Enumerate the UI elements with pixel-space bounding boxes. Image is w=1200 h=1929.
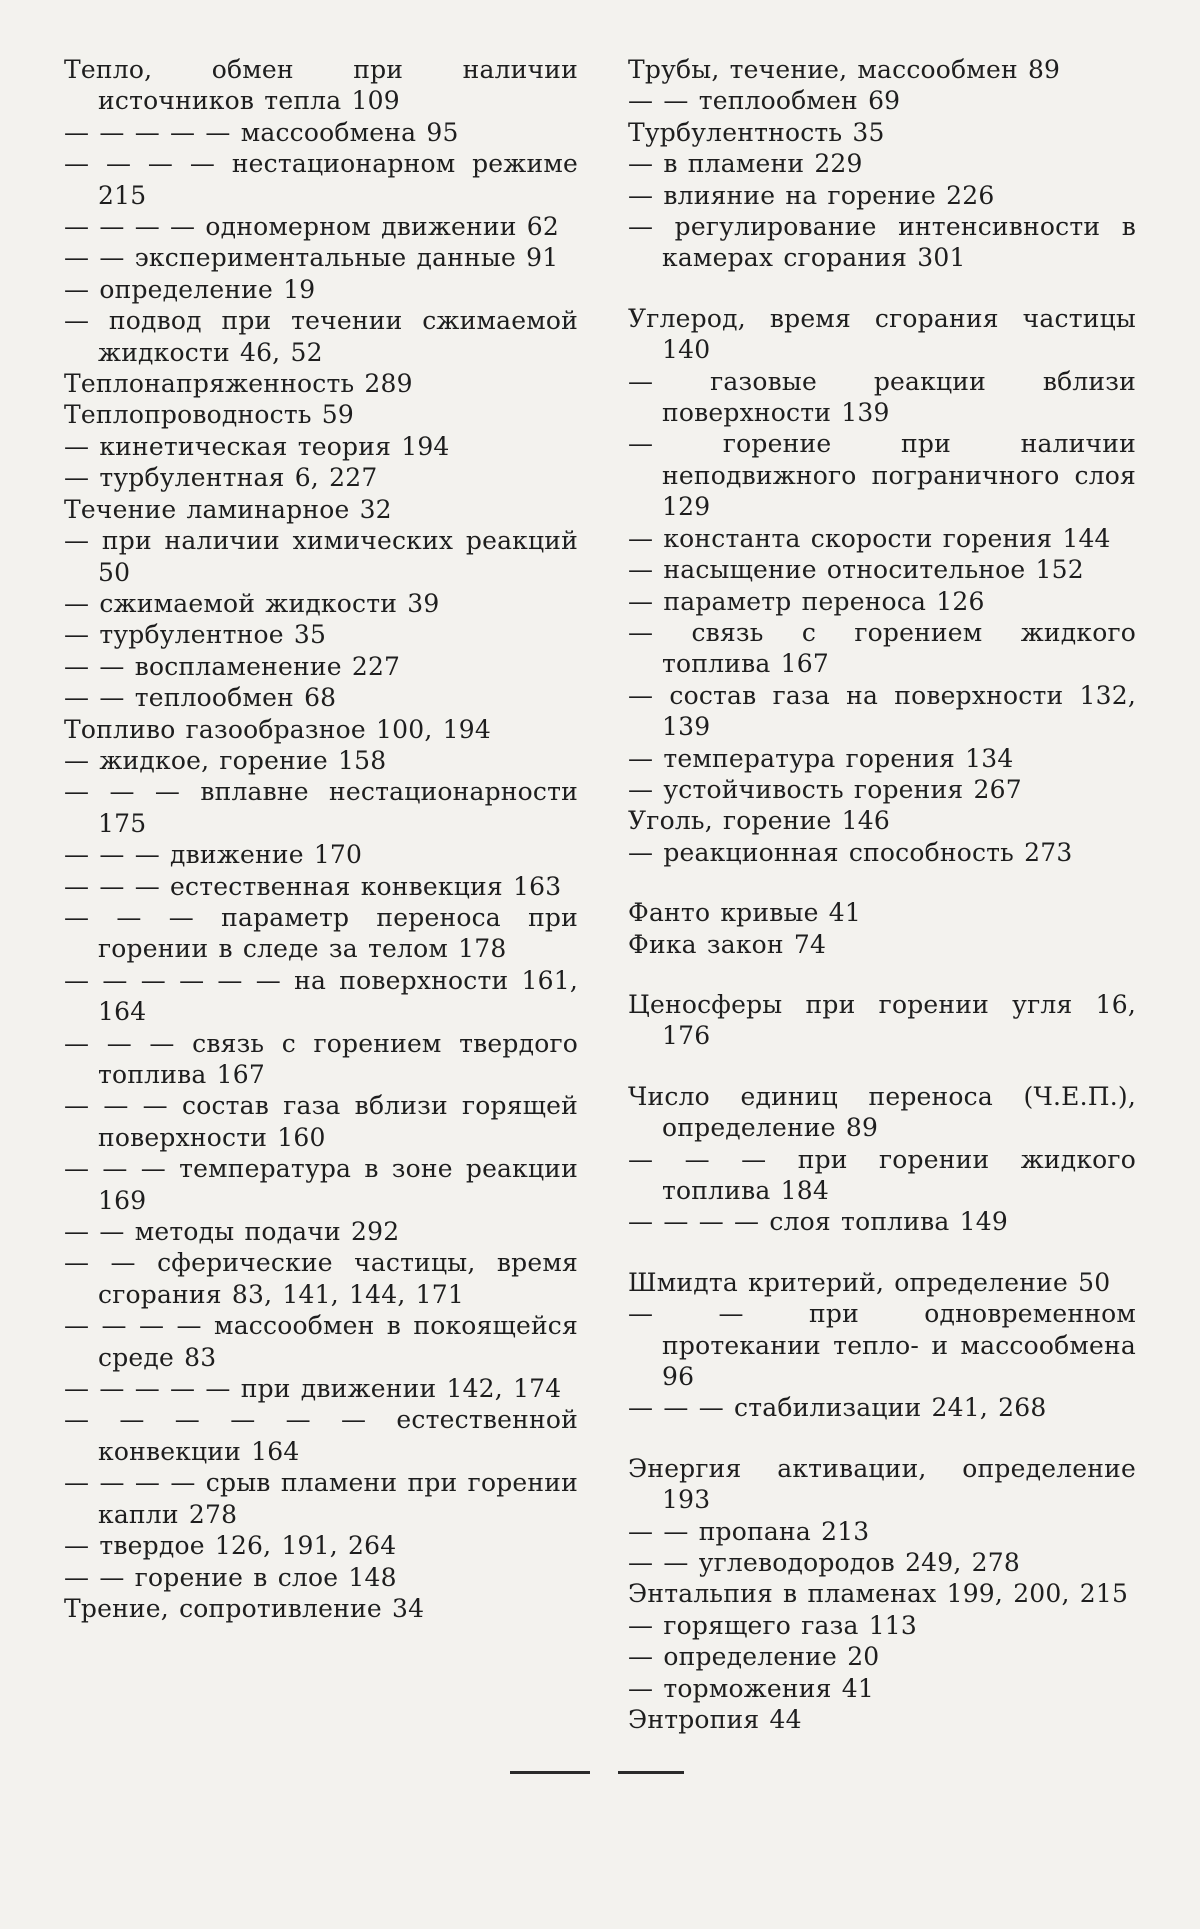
index-entry: — торможения 41 bbox=[628, 1673, 874, 1703]
letter-group-gap bbox=[628, 1052, 1136, 1081]
index-entry: Турбулентность 35 bbox=[628, 117, 885, 147]
index-entry: Фанто кривые 41 bbox=[628, 898, 861, 928]
index-entry: — — — — — массообмена 95 bbox=[64, 117, 459, 147]
end-rule bbox=[510, 1771, 590, 1774]
index-entry: — — — — — — на поверхности 161, 164 bbox=[64, 965, 578, 1027]
index-entry: — — горение в слое 148 bbox=[64, 1562, 397, 1592]
letter-group-gap bbox=[628, 868, 1136, 897]
index-entry: — — — — — при движении 142, 174 bbox=[64, 1374, 562, 1404]
index-entry: Трение, сопротивление 34 bbox=[64, 1593, 425, 1623]
index-entry: — горящего газа 113 bbox=[628, 1610, 918, 1640]
index-entry: — — при одновременном протекании тепло- и массообмена 96 bbox=[628, 1299, 1136, 1392]
index-entry: — состав газа на поверхности 132, 139 bbox=[628, 680, 1136, 742]
index-entry: — — — — массообмен в покоящейся среде 83 bbox=[64, 1311, 578, 1372]
index-entry: Углерод, время сгорания частицы 140 bbox=[628, 303, 1136, 365]
index-entry: — турбулентное 35 bbox=[64, 620, 327, 650]
index-entry: — — теплообмен 68 bbox=[64, 683, 337, 713]
index-entry: — связь с горением жидкого топлива 167 bbox=[628, 617, 1136, 679]
letter-group-gap bbox=[628, 960, 1136, 989]
index-entry: — — пропана 213 bbox=[628, 1516, 870, 1546]
index-entry: Тепло, обмен при наличии источников тепла 109 bbox=[64, 55, 578, 116]
letter-group-gap bbox=[628, 1424, 1136, 1453]
index-entry: — подвод при течении сжимаемой жидкости 46, 52 bbox=[64, 306, 578, 367]
index-entry: Уголь, горение 146 bbox=[628, 806, 890, 836]
index-entry: — — — — срыв пламени при горении капли 278 bbox=[64, 1468, 578, 1529]
index-entry: — — — связь с горением твердого топлива 167 bbox=[64, 1028, 578, 1089]
index-entry: Фика закон 74 bbox=[628, 929, 827, 959]
index-entry: — определение 20 bbox=[628, 1642, 880, 1672]
index-entry: — — теплообмен 69 bbox=[628, 86, 901, 116]
index-entry: Энергия активации, определение 193 bbox=[628, 1453, 1136, 1515]
index-entry: — — сферические частицы, время сгорания 83, 141, 144, 171 bbox=[64, 1248, 578, 1309]
index-entry: Трубы, течение, массообмен 89 bbox=[628, 55, 1061, 84]
index-entry: — горение при наличии неподвижного пограничного слоя 129 bbox=[628, 429, 1136, 522]
index-entry: — регулирование интенсивности в камерах сгорания 301 bbox=[628, 212, 1136, 273]
index-entry: — турбулентная 6, 227 bbox=[64, 463, 378, 493]
letter-group bbox=[628, 1267, 1136, 1424]
index-entry: — жидкое, горение 158 bbox=[64, 745, 387, 775]
index-entry: — газовые реакции вблизи поверхности 139 bbox=[628, 366, 1136, 428]
index-column-left bbox=[64, 54, 578, 1624]
index-entry: Энтальпия в пламенах 199, 200, 215 bbox=[628, 1579, 1129, 1609]
index-entry: Ценосферы при горении угля 16, 176 bbox=[628, 989, 1136, 1051]
letter-group bbox=[628, 303, 1136, 868]
index-entry: — устойчивость горения 267 bbox=[628, 774, 1022, 804]
end-rule bbox=[618, 1771, 684, 1774]
index-entry: — — методы подачи 292 bbox=[64, 1217, 400, 1247]
letter-group bbox=[628, 1081, 1136, 1238]
index-entry: Теплонапряженность 289 bbox=[64, 369, 413, 399]
index-entry: — влияние на горение 226 bbox=[628, 180, 995, 210]
letter-group-gap bbox=[628, 274, 1136, 303]
index-entry: — — — при горении жидкого топлива 184 bbox=[628, 1144, 1136, 1205]
index-entry: — — — параметр переноса при горении в следе за телом 178 bbox=[64, 902, 578, 964]
index-entry: Шмидта критерий, определение 50 bbox=[628, 1267, 1111, 1297]
index-entry: — при наличии химических реакций 50 bbox=[64, 526, 578, 587]
index-entry: — — углеводородов 249, 278 bbox=[628, 1548, 1020, 1578]
letter-group bbox=[628, 989, 1136, 1052]
index-entry: — — — естественная конвекция 163 bbox=[64, 871, 562, 901]
index-column-right bbox=[628, 54, 1136, 1736]
index-entry: — — воспламенение 227 bbox=[64, 651, 401, 681]
letter-group bbox=[628, 54, 1136, 274]
index-entry: — температура горения 134 bbox=[628, 743, 1014, 773]
index-entry: — — — вплавне нестационарности 175 bbox=[64, 777, 578, 838]
index-entry: Топливо газообразное 100, 194 bbox=[64, 714, 491, 744]
index-entry: — — экспериментальные данные 91 bbox=[64, 243, 559, 273]
letter-group bbox=[628, 1453, 1136, 1736]
index-entry: — насыщение относительное 152 bbox=[628, 555, 1084, 585]
index-entry: — — — — одномерном движении 62 bbox=[64, 212, 559, 242]
index-entry: Теплопроводность 59 bbox=[64, 400, 355, 430]
index-entry: Число единиц переноса (Ч.Е.П.), определение 89 bbox=[628, 1081, 1136, 1143]
index-entry: — — — температура в зоне реакции 169 bbox=[64, 1154, 578, 1215]
index-entry: Энтропия 44 bbox=[628, 1705, 802, 1735]
index-entry: — твердое 126, 191, 264 bbox=[64, 1531, 397, 1561]
index-entry: Течение ламинарное 32 bbox=[64, 494, 392, 524]
index-entry: — — — движение 170 bbox=[64, 840, 363, 870]
letter-group bbox=[628, 897, 1136, 960]
index-entry: — реакционная способность 273 bbox=[628, 837, 1073, 867]
index-entry: — определение 19 bbox=[64, 274, 316, 304]
index-entry: — константа скорости горения 144 bbox=[628, 523, 1111, 553]
index-entry: — — — — — — естественной конвекции 164 bbox=[64, 1405, 578, 1466]
index-entry: — — — стабилизации 241, 268 bbox=[628, 1393, 1047, 1423]
index-entry: — в пламени 229 bbox=[628, 149, 863, 179]
index-entry: — — — — слоя топлива 149 bbox=[628, 1207, 1008, 1237]
letter-group-gap bbox=[628, 1238, 1136, 1267]
index-entry: — — — состав газа вблизи горящей поверхности 160 bbox=[64, 1091, 578, 1152]
index-entry: — кинетическая теория 194 bbox=[64, 431, 450, 461]
index-entry: — сжимаемой жидкости 39 bbox=[64, 588, 440, 618]
index-entry: — — — — нестационарном режиме 215 bbox=[64, 149, 578, 210]
index-entry: — параметр переноса 126 bbox=[628, 586, 985, 616]
